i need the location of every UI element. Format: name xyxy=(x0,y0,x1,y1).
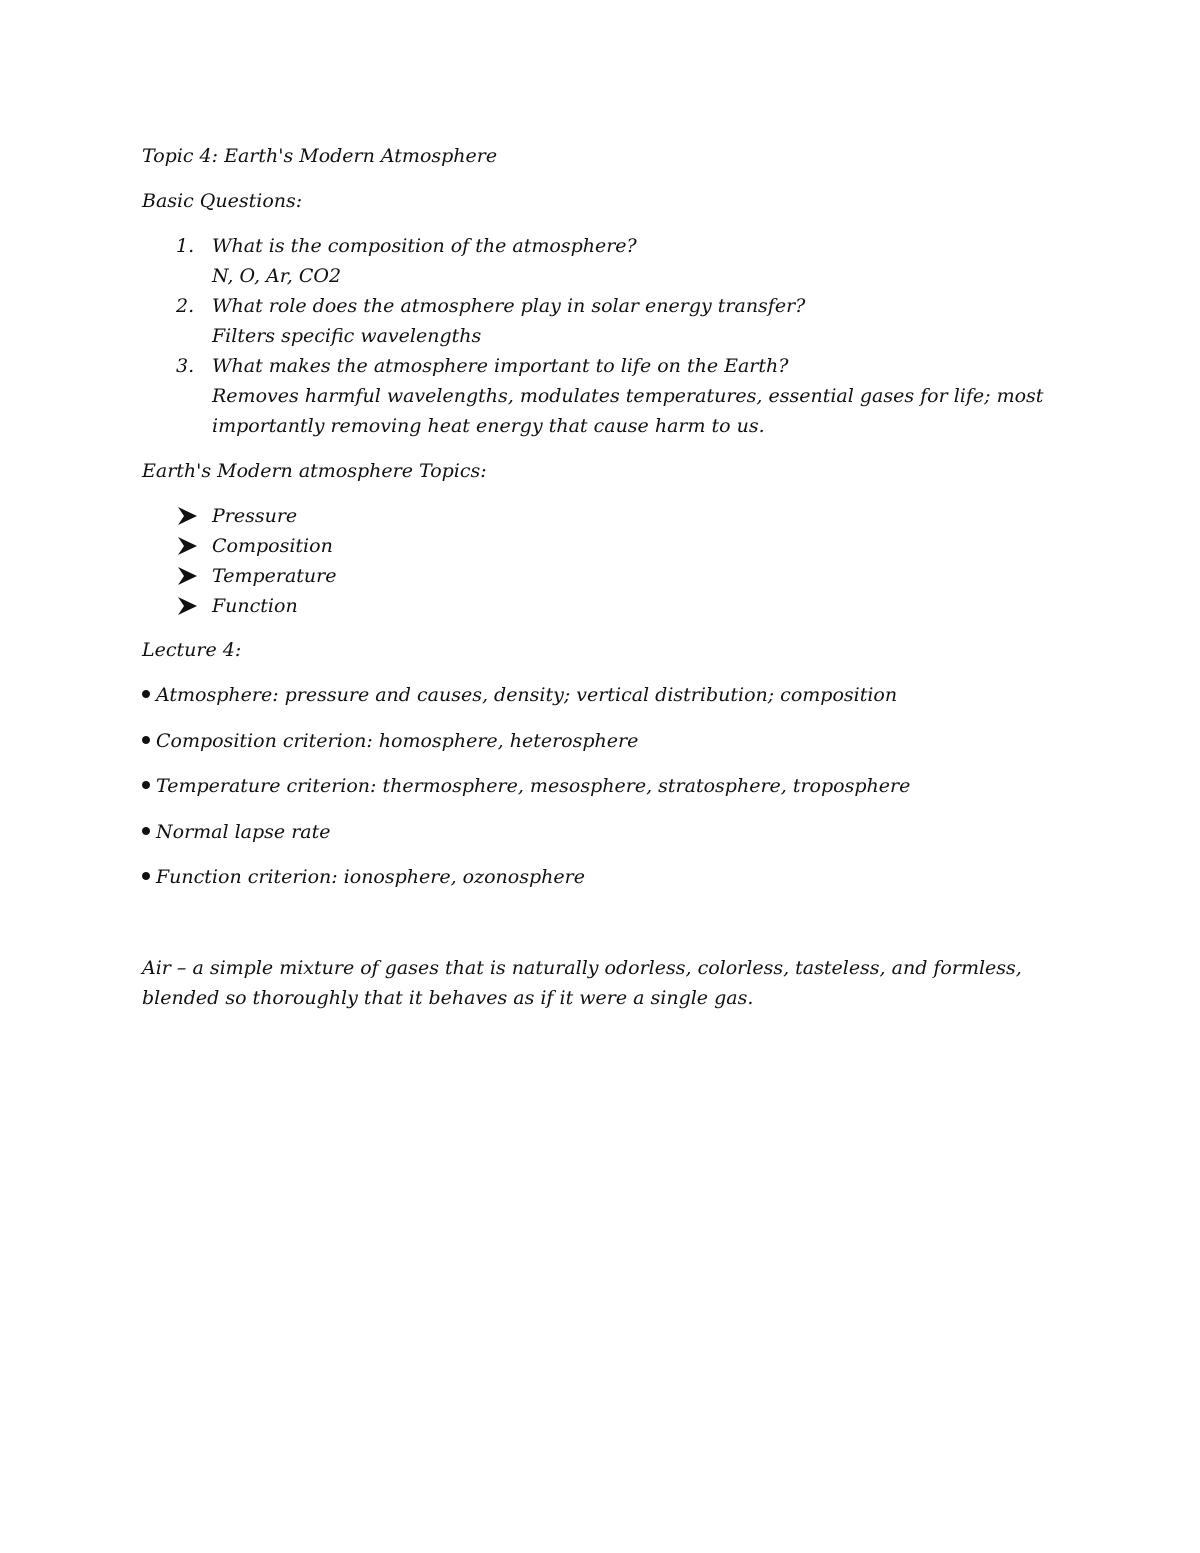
answer-text: Removes harmful wavelengths, modulates temperatures, essential gases for life; most importantly removing heat energy that cause harm to us. xyxy=(212,385,1044,437)
air-definition: Air – a simple mixture of gases that is naturally odorless, colorless, tasteless, and formless, blended so thoroughly that it behaves as if it were a single gas. xyxy=(142,957,1022,1009)
question-number: 2. xyxy=(176,295,195,317)
topic-label: Pressure xyxy=(212,505,298,527)
lecture-item xyxy=(142,771,1102,817)
bullet-dot-icon xyxy=(142,736,150,744)
lecture-heading: Lecture 4: xyxy=(142,639,242,661)
question-item-2 xyxy=(142,291,1062,351)
bullet-dot-icon xyxy=(142,690,150,698)
topic-label: Function xyxy=(212,595,298,617)
answer-text: Filters specific wavelengths xyxy=(212,325,482,347)
lecture-item xyxy=(142,817,1102,863)
question-text: What makes the atmosphere important to life on the Earth? xyxy=(212,355,789,377)
lecture-list xyxy=(142,680,1102,908)
topic-item-composition xyxy=(142,531,742,561)
lecture-item-text: Normal lapse rate xyxy=(156,820,331,843)
lecture-item xyxy=(142,862,1102,908)
basic-questions-list xyxy=(142,231,1062,441)
question-item-3 xyxy=(142,351,1062,441)
arrow-bullet-icon xyxy=(176,566,198,586)
question-text: What role does the atmosphere play in solar energy transfer? xyxy=(212,295,806,317)
lecture-item-text: Composition criterion: homosphere, heterosphere xyxy=(156,729,639,752)
topics-list xyxy=(142,501,742,621)
question-number: 1. xyxy=(176,235,195,257)
basic-questions-heading: Basic Questions: xyxy=(142,190,303,212)
bullet-dot-icon xyxy=(142,872,150,880)
bullet-dot-icon xyxy=(142,827,150,835)
topic-item-temperature xyxy=(142,561,742,591)
bullet-dot-icon xyxy=(142,781,150,789)
arrow-bullet-icon xyxy=(176,536,198,556)
arrow-bullet-icon xyxy=(176,596,198,616)
topics-heading: Earth's Modern atmosphere Topics: xyxy=(142,460,487,482)
question-number: 3. xyxy=(176,355,195,377)
topic-label: Temperature xyxy=(212,565,337,587)
question-text: What is the composition of the atmosphere? xyxy=(212,235,637,257)
question-item-1 xyxy=(142,231,1062,291)
lecture-item-text: Atmosphere: pressure and causes, density; vertical distribution; composition xyxy=(156,684,898,706)
lecture-item-text: Function criterion: ionosphere, ozonosphere xyxy=(156,866,585,888)
topic-item-function xyxy=(142,591,742,621)
answer-text: N, O, Ar, CO2 xyxy=(212,265,342,287)
lecture-item xyxy=(142,726,1102,772)
arrow-bullet-icon xyxy=(176,506,198,526)
topic-item-pressure xyxy=(142,501,742,531)
lecture-item-text: Temperature criterion: thermosphere, mesosphere, stratosphere, troposphere xyxy=(156,775,911,797)
topic-label: Composition xyxy=(212,535,333,557)
lecture-item xyxy=(142,680,1102,726)
document-title: Topic 4: Earth's Modern Atmosphere xyxy=(142,145,498,167)
